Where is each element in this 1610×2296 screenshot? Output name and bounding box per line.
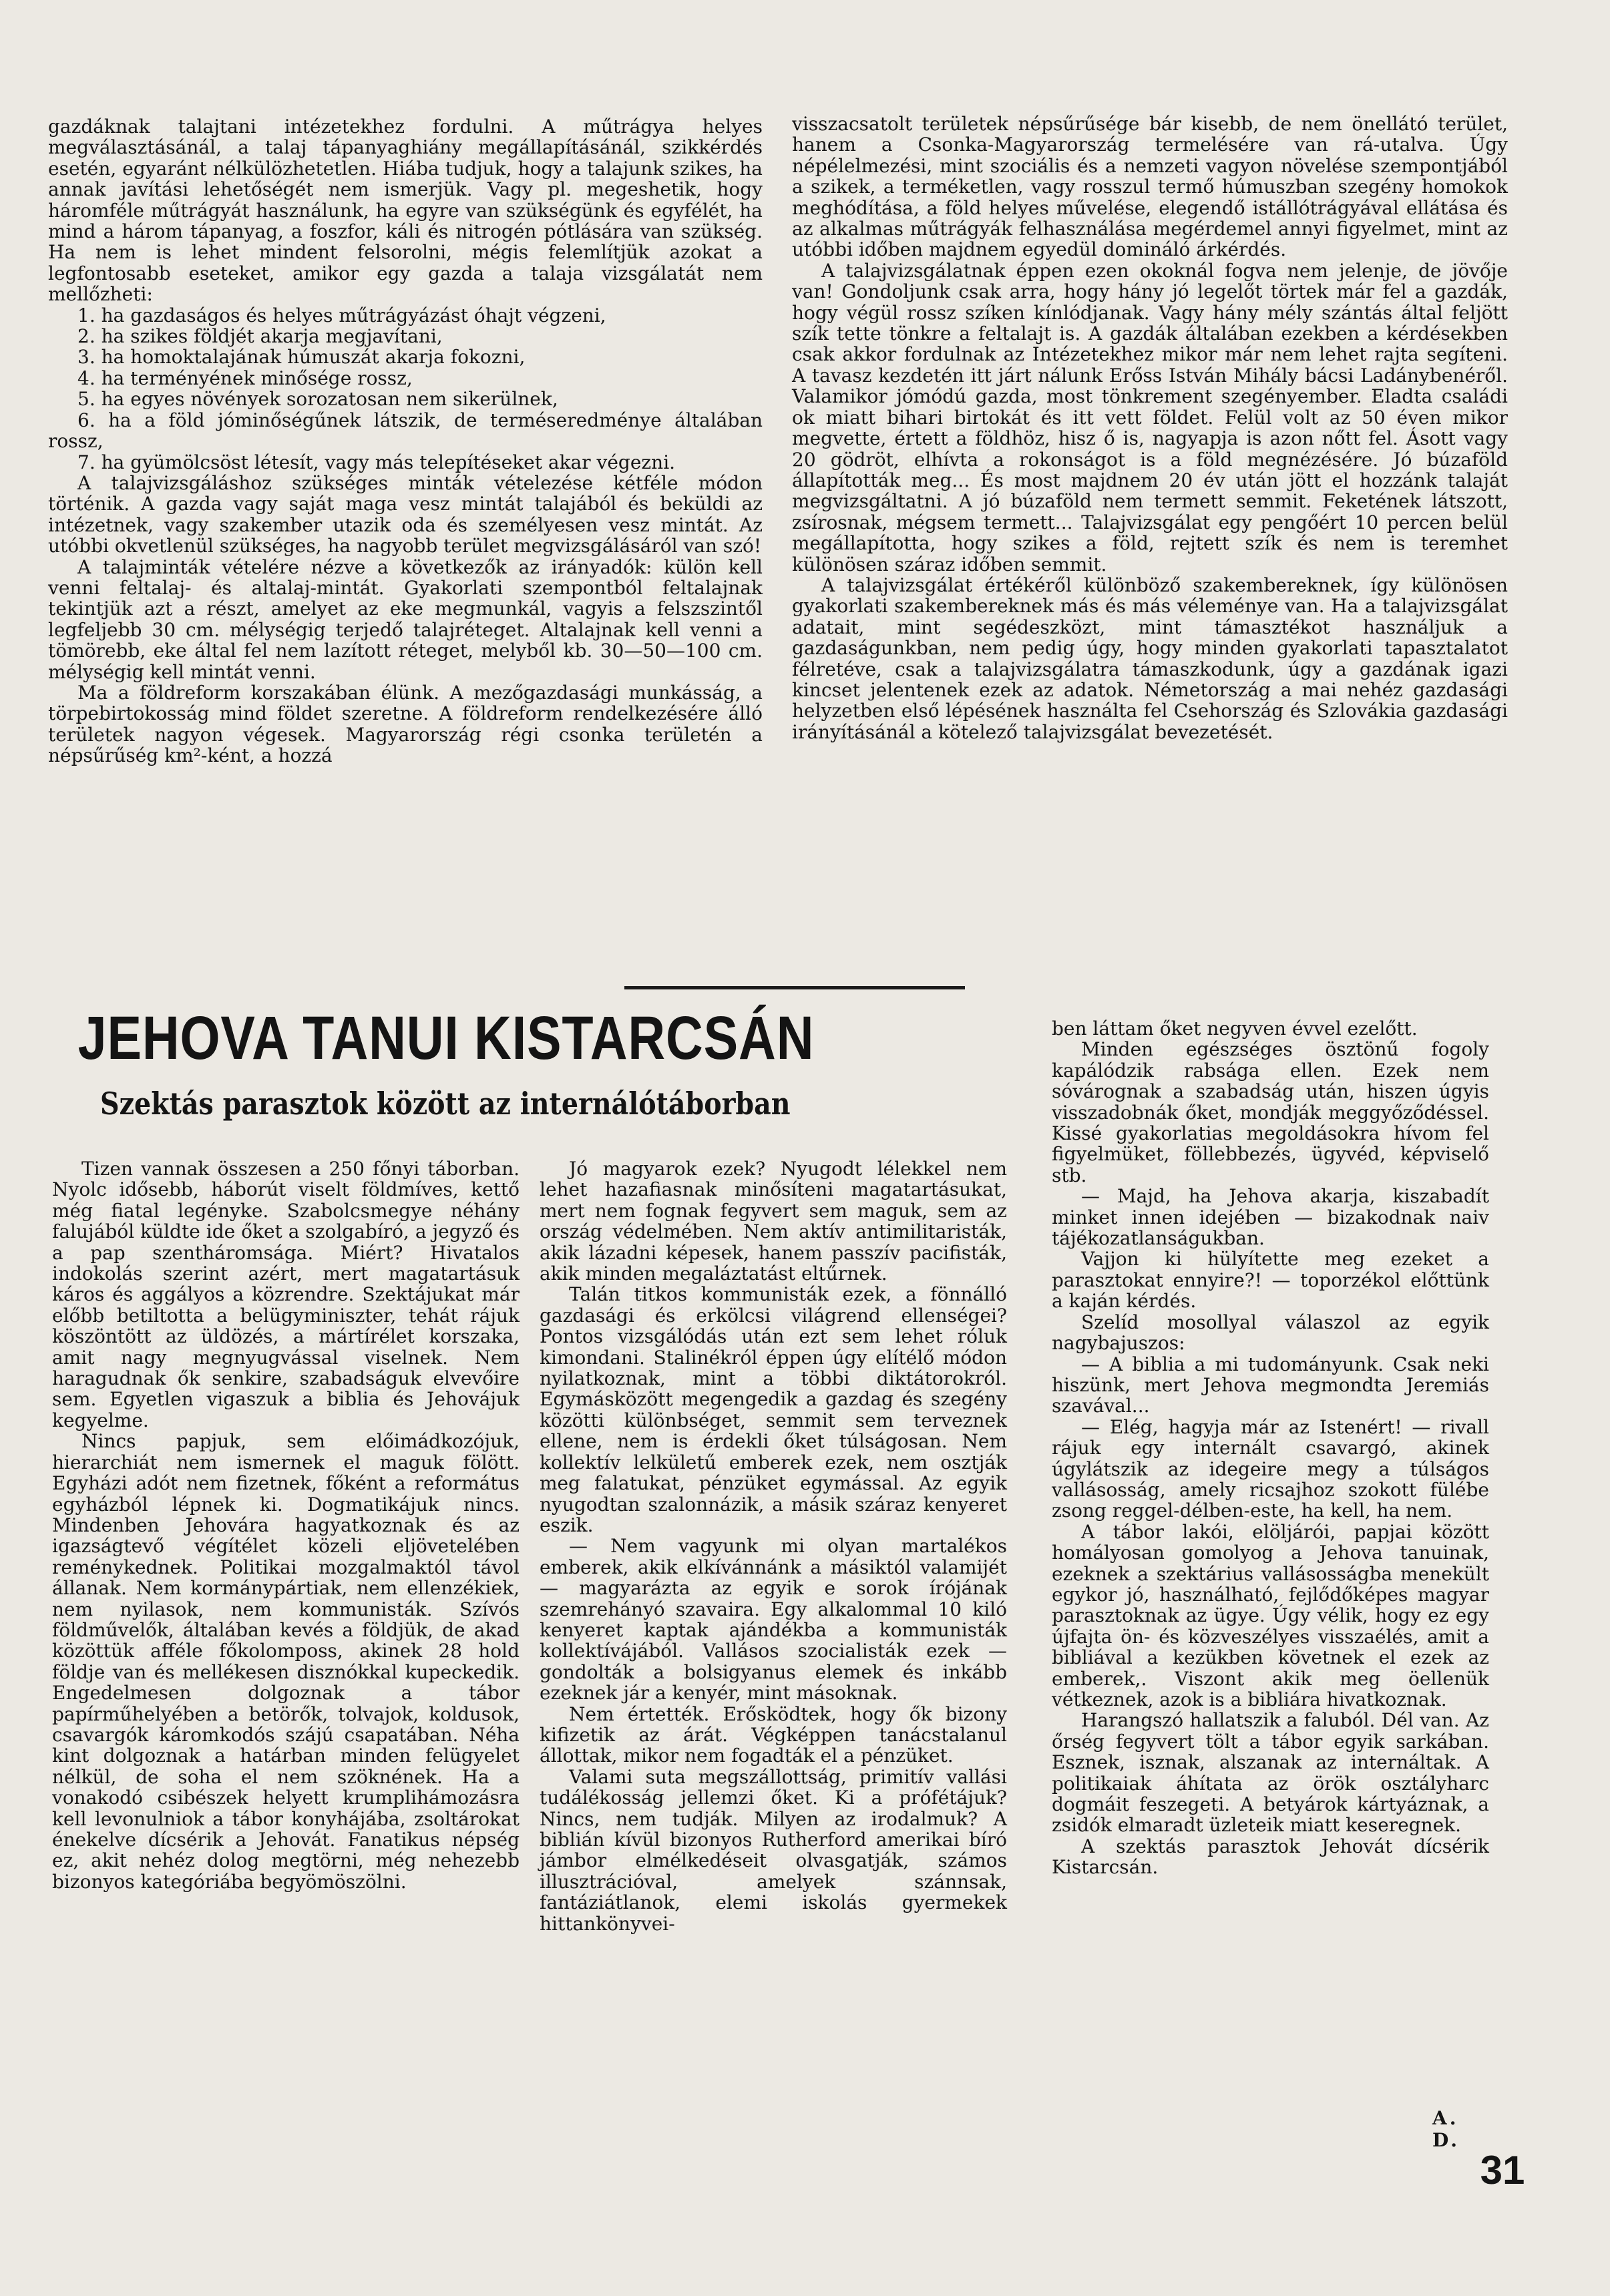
article-headline: JEHOVA TANUI KISTARCSÁN (77, 1004, 815, 1072)
list-item: 7. ha gyümölcsöst létesít, vagy más telepítéseket akar végezni. (77, 451, 676, 473)
paragraph: Talán titkos kommunisták ezek, a fönnálló gazdasági és erkölcsi világrend ellenségei? Pontos vizsgálódás után ezt sem lehet róluk kimondani. Stalinékról éppen úgy elítélő módon nyilatkoznak, mint a többi diktátorokról. Egymásközött megengedik a gazdag és szegény közötti különbséget, semmit sem terveznek ellene, nem is érdekli őket túlságosan. Nem kollektív lelkületű emberek ezek, nem osztják meg falatukat, pénzüket egymással. Az egyik nyugodtan szalonnázik, a másik száraz kenyeret eszik. (540, 1283, 1007, 1536)
paragraph: gazdáknak talajtani intézetekhez fordulni. A műtrágya helyes megválasztásánál, a talaj tápanyaghiány megállapításánál, szikkérdés esetén, egyaránt nélkülözhetetlen. Hiába tudjuk, hogy a talajunk szikes, ha annak javítási lehetőségét nem ismerjük. Vagy pl. megeshetik, hogy háromféle műtrágyát használunk, ha egyre van szükségünk és egyfélét, ha mind a három tápanyag, a foszfor, káli és nitrogén pótlására van szükség. Ha nem is lehet mindent felsorolni, mégis felemlítjük azokat a legfontosabb eseteket, amikor egy gazda a talaja vizsgálatát nem mellőzheti: (48, 116, 763, 306)
list-item: 4. ha terményének minősége rossz, (77, 367, 413, 389)
paragraph: Szelíd mosollyal válaszol az egyik nagybajuszos: (1052, 1311, 1489, 1355)
top-left-column (48, 116, 763, 766)
paragraph: — A biblia a mi tudományunk. Csak neki hiszünk, mert Jehova megmondta Jeremiás szavával... (1052, 1353, 1489, 1417)
paragraph: Nincs papjuk, sem előimádkozójuk, hierarchiát nem ismernek el maguk fölött. Egyházi adót nem fizetnek, főként a református egyházból lépnek ki. Dogmatikájuk nincs. Mindenben Jehovára hagyatkoznak és az igazságtevő végítélet közeli eljövetelében reménykednek. Politikai mozgalmaktól távol állanak. Nem kormánypártiak, nem ellenzékiek, nem nyilasok, nem kommunisták. Szívós földművelők, általában kevés a földjük, de akad közöttük afféle főkolomposs, akinek 28 hold földje van és mellékesen disznókkal kupeckedik. Engedelmesen dolgoznak a tábor papírműhelyében a betörők, tolvajok, koldusok, csavargók káromkodós szájú csapatában. Néha kint dolgoznak a határban minden felügyelet nélkül, de soha el nem szöknének. Ha a vonakodó csibészek helyett krumplihámozásra kell levonulniok a tábor konyhájába, zsoltárokat énekelve dícsérik a Jehovát. Fanatikus népség ez, akit nehéz dolog megtörni, még nehezebb bizonyos kategóriába begyömöszölni. (52, 1430, 520, 1893)
paragraph: A tábor lakói, elöljárói, papjai között homályosan gomolyog a Jehova tanuinak, ezeknek a szektárius vallásosságba menekült egykor jó, használható, fejlődőképes magyar parasztoknak az ügye. Úgy vélik, hogy ez egy újfajta ön- és közveszélyes visszaélés, amit a bibliával a kezükben követnek el ezek az emberek,. Viszont akik meg öellenük vétkeznek, azok is a bibliára hivatkoznak. (1052, 1520, 1489, 1710)
author-signature: A. D. (1432, 2107, 1460, 2151)
list-item: 5. ha egyes növények sorozatosan nem sikerülnek, (77, 388, 558, 411)
top-right-column (792, 113, 1508, 742)
paragraph: Valami suta megszállottság, primitív vallási tudálékosság jellemzi őket. Ki a prófétájuk? Nincs, nem tudják. Milyen az irodalmuk? A biblián kívül bizonyos Rutherford amerikai bíró jámbor elmélkedéseit olvasgatják, számos illusztrációval, amelyek szánnsak, fantáziátlanok, elemi iskolás gyermekek hittankönyvei- (540, 1765, 1007, 1935)
paragraph: — Nem vagyunk mi olyan martalékos emberek, akik elkívánnánk a másiktól valamijét — magyarázta az egyik e sorok írójának szemrehányó szavaira. Egy alkalommal 10 kiló kenyeret kaptak ajándékba a kommunisták kollektívájából. Vallásos szocialisták ezek — gondolták a bolsigyanus elemek és inkább ezeknek jár a kenyér, mint másoknak. (540, 1535, 1007, 1704)
divider-rule (624, 986, 965, 989)
paragraph: — Majd, ha Jehova akarja, kiszabadít minket innen idejében — bizakodnak naiv tájékozatlanságukban. (1052, 1185, 1489, 1250)
paragraph: visszacsatolt területek népsűrűsége bár kisebb, de nem önellátó terület, hanem a Csonka-Magyarország termelésére van rá-utalva. Úgy népélelmezési, mint szociális és a nemzeti vagyon növelése szempontjából a szikek, a terméketlen, vagy rosszul termő húmuszban szegény homokok meghódítása, a föld helyes művelése, elegendő istállótrágyával ellátása és az alkalmas műtrágyák felhasználása megérdemel annyi figyelmet, mint az utóbbi időben majdnem egyedül domináló árkérdés. (792, 113, 1508, 261)
paragraph: Ma a földreform korszakában élünk. A mezőgazdasági munkásság, a törpebirtokosság mind földet szeretne. A földreform rendelkezésére álló területek nagyon végesek. Magyarország régi csonka területén a népsűrűség km²-ként, a hozzá (48, 681, 763, 767)
paragraph: A talajvizsgálatnak éppen ezen okoknál fogva nem jelenje, de jövője van! Gondoljunk csak arra, hogy hány jó legelőt törtek már fel a gazdák, hogy végül rossz szíken kínlódjanak. Vagy hány mély szántás által feljött szík tette tönkre a feltalajt is. A gazdák általában ezekben a kérdésekben csak akkor fordulnak az Intézetekhez mikor már nem lehet rajta segíteni. A tavasz kezdetén itt járt nálunk Erőss István Mihály bácsi Ladánybenéről. Valamikor jómódú gazda, most tönkrement szegényember. Eladta családi ok miatt bihari birtokát és itt vett földet. Felül volt az 50 éven mikor megvette, értett a földhöz, hisz ő is, nagyapja is azon nőtt fel. Ásott vagy 20 gödröt, elhívta a rokonságot is a föld megnézésére. Jó búzaföld állapították meg... És most majdnem 20 év után jött el hozzánk talaját megvizsgáltatni. A jó búzaföld nem termett semmit. Feketének látszott, zsírosnak, mégsem termett... Talajvizsgálat egy pengőért 10 percen belül megállapította, hogy szikes a föld, rejtett szík és nem is teremhet különösen száraz időben semmit. (792, 259, 1508, 576)
paragraph: A szektás parasztok Jehovát dícsérik Kistarcsán. (1052, 1835, 1489, 1879)
paragraph: Tizen vannak összesen a 250 főnyi táborban. Nyolc idősebb, háborút viselt földmíves, kettő még fiatal legényke. Szabolcsmegye néhány falujából küldte ide őket a szolgabíró, a jegyző és a pap szentháromsága. Miért? Hivatalos indokolás szerint azért, mert magatartásuk káros és aggályos a közrendre. Szektájukat már előbb betiltotta a belügyminiszter, tehát rájuk köszöntött az üldözés, a mártírélet korszaka, amit nagy megnyugvással viselnek. Nem haragudnak ők senkire, szabadságuk elvevőire sem. Egyetlen vigaszuk a biblia és Jehovájuk kegyelme. (52, 1158, 520, 1431)
article-subheadline: Szektás parasztok között az internálótáborban (100, 1086, 791, 1122)
list-item: 1. ha gazdaságos és helyes műtrágyázást óhajt végzeni, (77, 304, 606, 326)
paragraph: Jó magyarok ezek? Nyugodt lélekkel nem lehet hazafiasnak minősíteni magatartásukat, mert nem fognak fegyvert sem maguk, sem az ország védelmében. Nem aktív antimilitaristák, akik lázadni képesek, hanem passzív pacifisták, akik minden megaláztatást eltűrnek. (540, 1158, 1007, 1285)
list-item: 6. ha a föld jóminőségűnek látszik, de terméseredménye általában rossz, (48, 409, 763, 453)
article-column-2 (540, 1158, 1007, 1934)
paragraph: Minden egészséges ösztönű fogoly kapálódzik rabsága ellen. Ezek nem sóvárognak a szabadság után, hiszen úgyis visszadobnák őket, mondják meggyőződéssel. Kissé gyakorlatias megoldásokra hívom fel figyelmüket, föllebbezés, ügyvéd, képviselő stb. (1052, 1038, 1489, 1186)
list-item: 3. ha homoktalajának húmuszát akarja fokozni, (77, 346, 526, 369)
paragraph: A talajvizsgáláshoz szükséges minták vételezése kétféle módon történik. A gazda vagy saját maga vesz mintát talajából és beküldi az intézetnek, vagy szakember utazik oda és személyesen vesz mintát. Az utóbbi okvetlenül szükséges, ha nagyobb terület megvizsgálásáról van szó! (48, 471, 763, 557)
page-number: 31 (1480, 2148, 1525, 2193)
list-item: 2. ha szikes földjét akarja megjavítani, (77, 325, 443, 348)
article-column-3 (1052, 1018, 1489, 1878)
article-column-1 (52, 1158, 520, 1892)
paragraph: Vajjon ki hülyítette meg ezeket a parasztokat ennyire?! — toporzékol előttünk a kaján kérdés. (1052, 1248, 1489, 1313)
paragraph: Nem értették. Erősködtek, hogy ők bizony kifizetik az árát. Végképpen tanácstalanul állottak, mikor nem fogadták el a pénzüket. (540, 1702, 1007, 1767)
paragraph: — Elég, hagyja már az Istenért! — rivall rájuk egy internált csavargó, akinek úgylátszik az idegeire megy a túlságos vallásosság, amely ricsajhoz szokott fülébe zsong reggel-délben-este, ha kell, ha nem. (1052, 1415, 1489, 1522)
paragraph: Harangszó hallatszik a faluból. Dél van. Az őrség fegyvert tölt a tábor egyik sarkában. Esznek, isznak, alszanak az internáltak. A politikaiak áhítata az örök osztályharc dogmáit feszegeti. A betyárok kártyáznak, a zsidók elmaradt üzleteik miatt keseregnek. (1052, 1709, 1489, 1837)
paragraph: A talajminták vételére nézve a következők az irányadók: külön kell venni feltalaj- és altalaj-mintát. Gyakorlati szempontból feltalajnak tekintjük azt a részt, amelyet az eke megmunkál, vagyis a felszszintől legfeljebb 30 cm. mélységig terjedő talajréteget. Altalajnak kell venni a tömörebb, eke által fel nem lazított réteget, melyből kb. 30—50—100 cm. mélységig kell mintát venni. (48, 555, 763, 683)
paragraph: A talajvizsgálat értékéről különböző szakembereknek, így különösen gyakorlati szakembereknek más és más véleménye van. Ha a talajvizsgálat adatait, mint segédeszközt, mint támasztékot használjuk a gazdaságunkban, nem pedig úgy, hogy minden gyakorlati tapasztalatot félretéve, csak a talajvizsgálatra támaszkodunk, úgy a gazdának igazi kincset jelentenek ezek az adatok. Németország a mai nehéz gazdasági helyzetben első lépésének használta fel Csehország és Szlovákia gazdasági irányításánál a kötelező talajvizsgálat bevezetését. (792, 573, 1508, 743)
paragraph: ben láttam őket negyven évvel ezelőtt. (1052, 1017, 1418, 1040)
